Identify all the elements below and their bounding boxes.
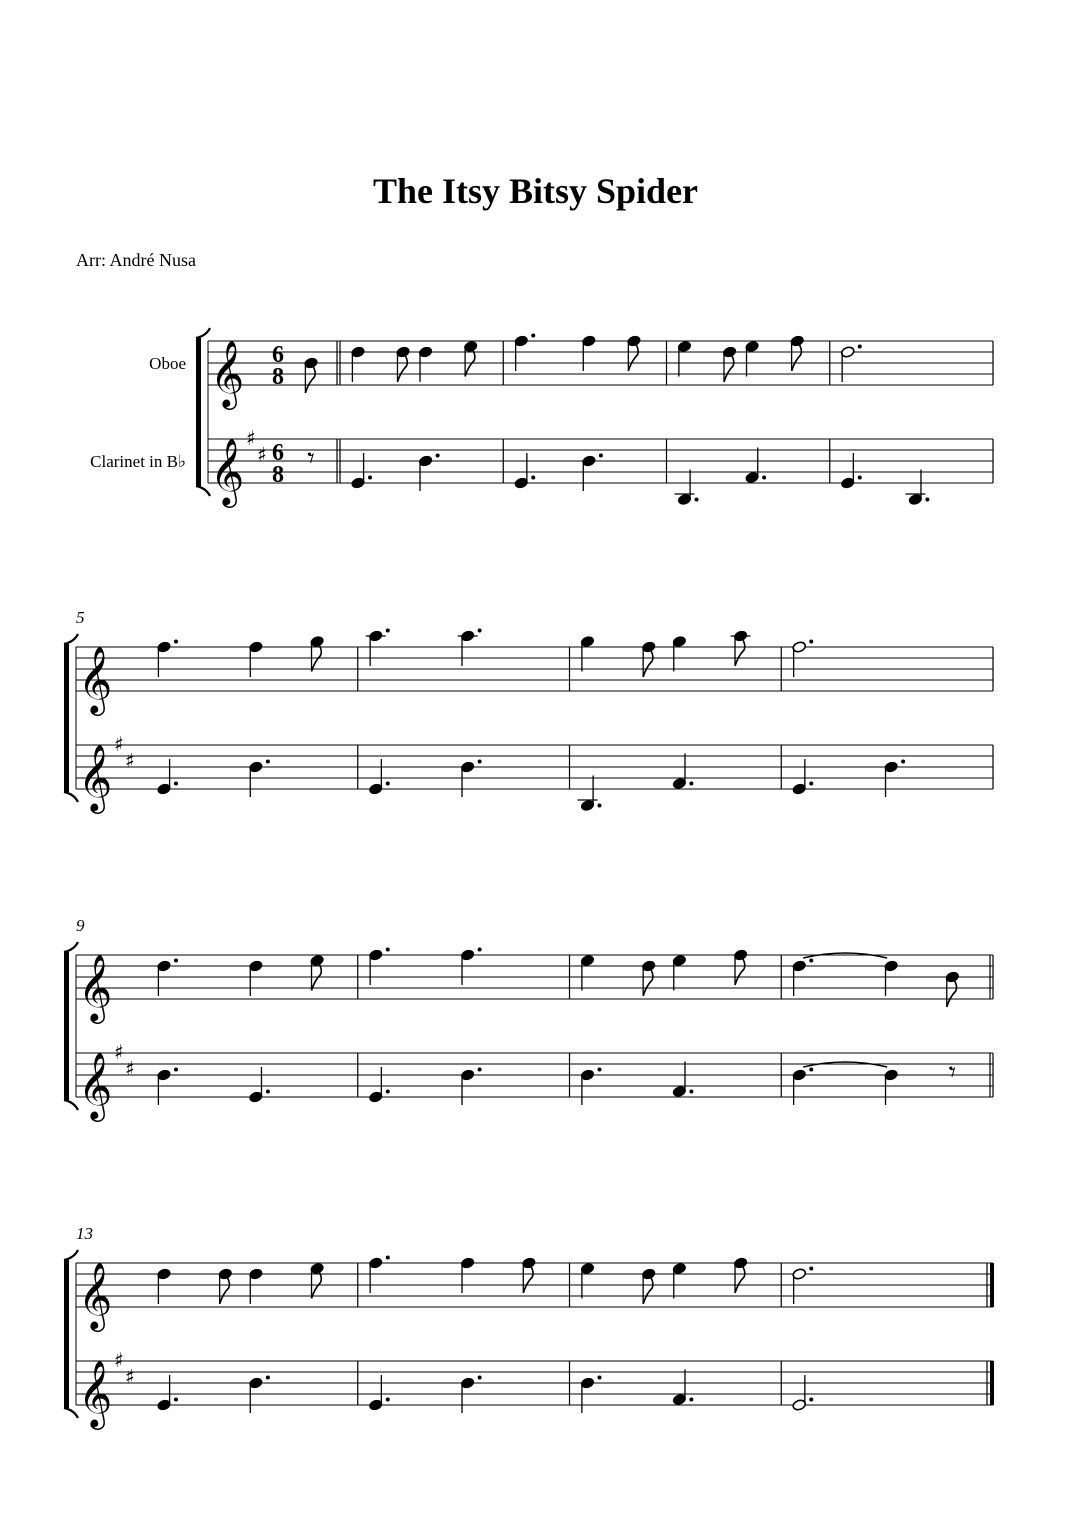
measure-number: 13 — [76, 1224, 93, 1243]
sharp-icon: ♯ — [114, 732, 124, 756]
note-flag — [947, 981, 957, 1007]
augmentation-dot — [809, 782, 813, 786]
eighth-rest-icon: 𝄾 — [948, 1055, 957, 1089]
augmentation-dot — [598, 1376, 602, 1380]
sharp-icon: ♯ — [125, 748, 135, 773]
note-flag — [643, 651, 653, 677]
system-bracket — [64, 1408, 78, 1418]
sharp-icon: ♯ — [257, 442, 267, 467]
sharp-icon: ♯ — [125, 1056, 135, 1081]
treble-clef-icon: 𝄞 — [78, 953, 113, 1021]
sharp-icon: ♯ — [114, 1348, 124, 1372]
augmentation-dot — [531, 476, 535, 480]
augmentation-dot — [436, 454, 440, 458]
augmentation-dot — [478, 1068, 482, 1072]
augmentation-dot — [386, 629, 390, 633]
system-bracket — [64, 1260, 69, 1408]
augmentation-dot — [599, 454, 603, 458]
augmentation-dot — [386, 1256, 390, 1260]
augmentation-dot — [174, 640, 178, 644]
sharp-icon: ♯ — [246, 426, 256, 450]
system-bracket — [64, 644, 69, 792]
treble-clef-icon: 𝄞 — [78, 645, 113, 713]
note-flag — [735, 640, 745, 666]
instrument-label-clarinet: Clarinet in B♭ — [90, 452, 186, 471]
augmentation-dot — [901, 760, 905, 764]
final-barline — [990, 1263, 994, 1307]
augmentation-dot — [689, 1090, 693, 1094]
augmentation-dot — [689, 782, 693, 786]
note-flag — [628, 345, 638, 371]
system-bracket — [196, 338, 201, 486]
augmentation-dot — [386, 1398, 390, 1402]
augmentation-dot — [266, 760, 270, 764]
note-flag — [643, 1278, 653, 1304]
note-flag — [792, 345, 802, 371]
note-flag — [724, 356, 734, 382]
instrument-label-oboe: Oboe — [149, 354, 186, 373]
note-flag — [220, 1278, 230, 1304]
system-bracket — [196, 486, 210, 496]
treble-clef-icon: 𝄞 — [78, 1261, 113, 1329]
note-flag — [305, 367, 315, 393]
time-sig-numerator: 6 — [272, 439, 284, 466]
augmentation-dot — [695, 498, 699, 502]
treble-clef-icon: 𝄞 — [78, 743, 113, 811]
augmentation-dot — [598, 1068, 602, 1072]
system-bracket — [64, 792, 78, 802]
system-bracket — [64, 1250, 78, 1260]
eighth-rest-icon: 𝄾 — [307, 441, 315, 475]
augmentation-dot — [531, 334, 535, 338]
system-bracket — [64, 1100, 78, 1110]
augmentation-dot — [266, 1376, 270, 1380]
time-sig-numerator: 6 — [272, 341, 284, 368]
augmentation-dot — [478, 760, 482, 764]
augmentation-dot — [386, 782, 390, 786]
final-barline — [990, 1361, 994, 1405]
augmentation-dot — [386, 1090, 390, 1094]
augmentation-dot — [762, 476, 766, 480]
time-sig-denominator: 8 — [272, 363, 284, 390]
arranger-credit: Arr: André Nusa — [76, 250, 196, 270]
augmentation-dot — [174, 782, 178, 786]
measure-number: 9 — [76, 916, 85, 935]
note-flag — [397, 356, 407, 382]
treble-clef-icon: 𝄞 — [78, 1051, 113, 1119]
time-sig-denominator: 8 — [272, 461, 284, 488]
augmentation-dot — [809, 1068, 813, 1072]
augmentation-dot — [598, 804, 602, 808]
system-bracket — [196, 328, 210, 338]
augmentation-dot — [174, 1068, 178, 1072]
augmentation-dot — [809, 640, 813, 644]
augmentation-dot — [386, 948, 390, 952]
measure-number: 5 — [76, 608, 85, 627]
note-flag — [735, 959, 745, 985]
system-bracket — [64, 942, 78, 952]
augmentation-dot — [478, 1376, 482, 1380]
treble-clef-icon: 𝄞 — [78, 1359, 113, 1427]
augmentation-dot — [478, 629, 482, 633]
augmentation-dot — [174, 959, 178, 963]
augmentation-dot — [478, 948, 482, 952]
augmentation-dot — [809, 1267, 813, 1271]
augmentation-dot — [809, 1398, 813, 1402]
note-flag — [735, 1267, 745, 1293]
score-title: The Itsy Bitsy Spider — [372, 171, 699, 211]
augmentation-dot — [174, 1398, 178, 1402]
augmentation-dot — [368, 476, 372, 480]
system-bracket — [64, 634, 78, 644]
augmentation-dot — [266, 1090, 270, 1094]
augmentation-dot — [689, 1398, 693, 1402]
augmentation-dot — [925, 498, 929, 502]
treble-clef-icon: 𝄞 — [210, 339, 245, 407]
system-bracket — [64, 952, 69, 1100]
augmentation-dot — [809, 959, 813, 963]
augmentation-dot — [858, 476, 862, 480]
note-flag — [523, 1267, 533, 1293]
augmentation-dot — [858, 345, 862, 349]
treble-clef-icon: 𝄞 — [210, 437, 245, 505]
sharp-icon: ♯ — [125, 1364, 135, 1389]
note-flag — [643, 970, 653, 996]
sharp-icon: ♯ — [114, 1040, 124, 1064]
